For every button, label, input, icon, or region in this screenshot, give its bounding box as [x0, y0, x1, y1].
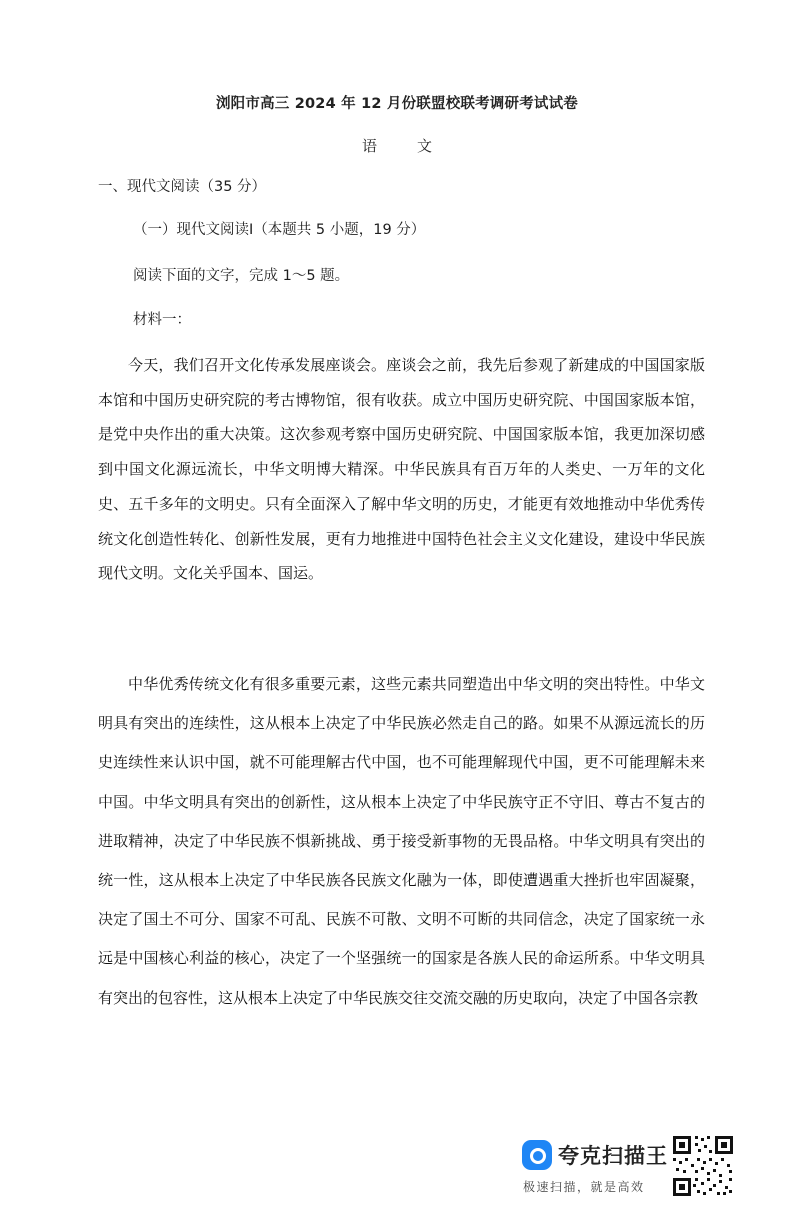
passage-paragraph-1: 今天，我们召开文化传承发展座谈会。座谈会之前，我先后参观了新建成的中国国家版本馆和中国历史研究院的考古博物馆，很有收获。成立中国历史研究院、中国国家版本馆，是党中央作出的重大决策。这次参观考察中国历史研究院、中国国家版本馆，我更加深切感到中国文化源远流长，中华文明博大精深。中华民族具有百万年的人类史、一万年的文化史、五千多年的文明史。只有全面深入了解中华文明的历史，才能更有效地推动中华优秀传统文化创造性转化、创新性发展，更有力地推进中国特色社会主义文化建设，建设中华民族现代文明。文化关乎国本、国运。 — [98, 356, 705, 583]
scanner-watermark — [522, 1138, 668, 1198]
exam-title: 浏阳市高三 2024 年 12 月份联盟校联考调研考试试卷 — [215, 96, 579, 112]
qr-code-icon — [671, 1134, 735, 1198]
scanner-brand-name: 夸克扫描王 — [558, 1144, 668, 1168]
subject-char-1: 语 — [361, 137, 377, 155]
scanner-slogan: 极速扫描，就是高效 — [523, 1180, 645, 1194]
section-subheading: （一）现代文阅读Ⅰ（本题共 5 小题，19 分） — [133, 222, 426, 238]
quark-logo-icon — [522, 1140, 552, 1170]
section-heading: 一、现代文阅读（35 分） — [98, 179, 267, 195]
material-label: 材料一： — [133, 312, 191, 328]
subject-char-2: 文 — [417, 137, 433, 155]
subject-title — [0, 135, 794, 156]
passage-paragraph-2: 中华优秀传统文化有很多重要元素，这些元素共同塑造出中华文明的突出特性。中华文明具有突出的连续性，这从根本上决定了中华民族必然走自己的路。如果不从源远流长的历史连续性来认识中国，就不可能理解古代中国，也不可能理解现代中国，更不可能理解未来中国。中华文明具有突出的创新性，这从根本上决定了中华民族守正不守旧、尊古不复古的进取精神，决定了中华民族不惧新挑战、勇于接受新事物的无畏品格。中华文明具有突出的统一性，这从根本上决定了中华民族各民族文化融为一体，即使遭遇重大挫折也牢固凝聚，决定了国土不可分、国家不可乱、民族不可散、文明不可断的共同信念，决定了国家统一永远是中国核心利益的核心，决定了一个坚强统一的国家是各族人民的命运所系。中华文明具有突出的包容性，这从根本上决定了中华民族交往交流交融的历史取向，决定了中国各宗教 — [98, 675, 705, 1007]
reading-instruction: 阅读下面的文字，完成 1～5 题。 — [133, 268, 350, 284]
